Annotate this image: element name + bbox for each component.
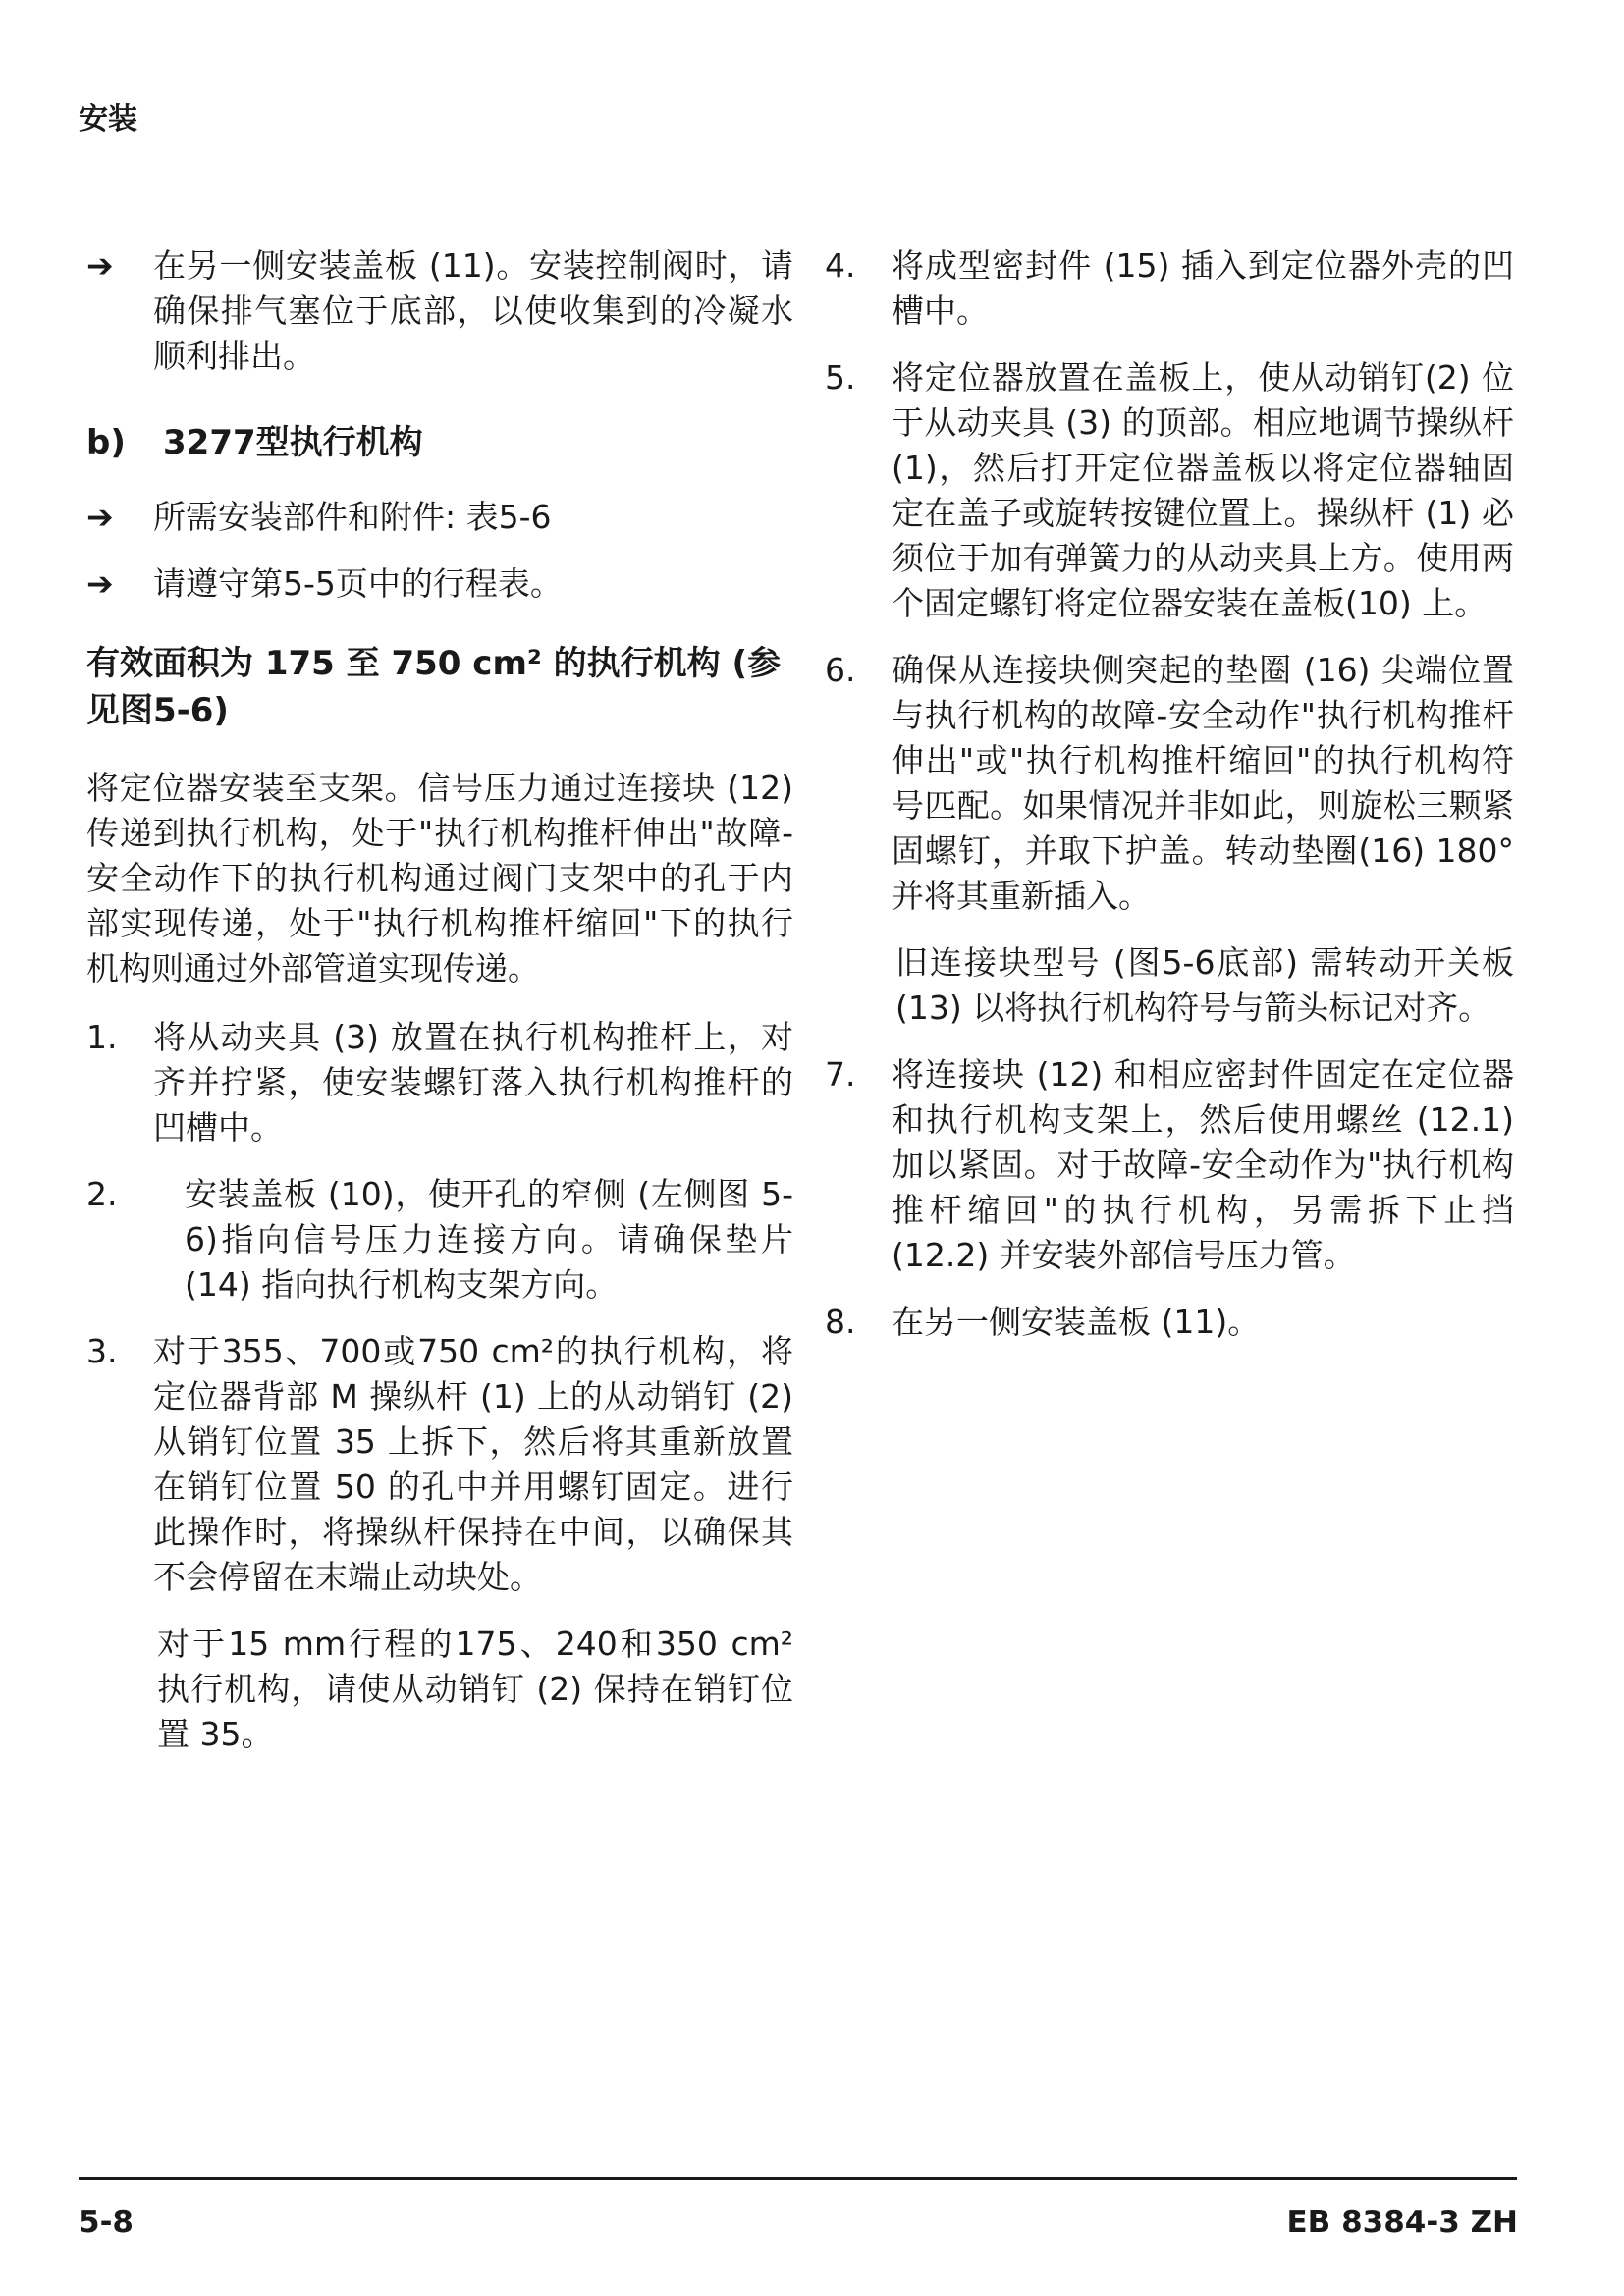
step-item: [86, 1172, 793, 1308]
left-column: [86, 243, 793, 1779]
instruction-bullet: [86, 495, 793, 540]
step-text: 将定位器放置在盖板上，使从动销钉(2) 位于从动夹具 (3) 的顶部。相应地调节操纵杆 (1)，然后打开定位器盖板以将定位器轴固定在盖子或旋转按键位置上。操纵杆 (1) 必须位于加有弹簧力的从动夹具上方。使用两个固定螺钉将定位器安装在盖板(10) 上。: [892, 358, 1514, 622]
step-item: [825, 648, 1514, 919]
document-id: EB 8384-3 ZH: [1286, 2205, 1518, 2240]
step-note: 旧连接块型号 (图5-6底部) 需转动开关板 (13) 以将执行机构符号与箭头标记对齐。: [895, 943, 1514, 1027]
step-item: [86, 1329, 793, 1600]
step-item: [825, 1052, 1514, 1278]
step-number: 5.: [825, 358, 856, 397]
step-note: 对于15 mm行程的175、240和350 cm² 执行机构，请使从动销钉 (2) 保持在销钉位置 35。: [157, 1625, 793, 1753]
step-text: 对于355、700或750 cm²的执行机构，将定位器背部 M 操纵杆 (1) 上的从动销钉 (2) 从销钉位置 35 上拆下，然后将其重新放置在销钉位置 50 的孔中并用螺钉固定。进行此操作时，将操纵杆保持在中间，以确保其不会停留在末端止动块处。: [153, 1332, 793, 1596]
step-item: [825, 355, 1514, 626]
instruction-bullet: [86, 561, 793, 607]
step-text: 安装盖板 (10)，使开孔的窄侧 (左侧图 5-6)指向信号压力连接方向。请确保垫片 (14) 指向执行机构支架方向。: [185, 1175, 793, 1304]
subsection-title: 3277型执行机构: [163, 423, 423, 462]
step-number: 7.: [825, 1055, 856, 1094]
step-text: 确保从连接块侧突起的垫圈 (16) 尖端位置与执行机构的故障-安全动作"执行机构推杆伸出"或"执行机构推杆缩回"的执行机构符号匹配。如果情况并非如此，则旋松三颗紧固螺钉，并取下护盖。转动垫圈(16) 180°并将其重新插入。: [892, 651, 1514, 915]
step-text: 将连接块 (12) 和相应密封件固定在定位器和执行机构支架上，然后使用螺丝 (12.1) 加以紧固。对于故障-安全动作为"执行机构推杆缩回"的执行机构，另需拆下止挡 (12.2) 并安装外部信号压力管。: [892, 1055, 1514, 1274]
bullet-text: 在另一侧安装盖板 (11)。安装控制阀时，请确保排气塞位于底部，以使收集到的冷凝水顺利排出。: [153, 246, 793, 375]
arrow-icon: ➔: [86, 564, 114, 603]
step-item: [825, 1300, 1514, 1345]
step-text: 将从动夹具 (3) 放置在执行机构推杆上，对齐并拧紧，使安装螺钉落入执行机构推杆的凹槽中。: [153, 1018, 793, 1147]
bullet-text: 请遵守第5-5页中的行程表。: [153, 564, 563, 603]
step-item: [86, 1015, 793, 1150]
step-number: 6.: [825, 651, 856, 689]
footer-divider: [79, 2177, 1517, 2180]
step-item: [825, 243, 1514, 334]
instruction-bullet: [86, 243, 793, 379]
step-number: 1.: [86, 1018, 118, 1056]
step-number: 2.: [86, 1175, 118, 1213]
subsection-heading: [86, 420, 793, 465]
arrow-icon: ➔: [86, 246, 114, 285]
step-number: 8.: [825, 1303, 856, 1341]
body-paragraph: 将定位器安装至支架。信号压力通过连接块 (12) 传递到执行机构，处于"执行机构推杆伸出"故障-安全动作下的执行机构通过阀门支架中的孔于内部实现传递，处于"执行机构推杆缩回"下的执行机构则通过外部管道实现传递。: [86, 769, 793, 988]
step-number: 4.: [825, 246, 856, 285]
actuator-heading: 有效面积为 175 至 750 cm² 的执行机构 (参见图5-6): [86, 644, 781, 730]
step-text: 将成型密封件 (15) 插入到定位器外壳的凹槽中。: [892, 246, 1514, 330]
section-header: 安装: [79, 102, 137, 136]
bullet-text: 所需安装部件和附件: 表5-6: [153, 498, 552, 536]
subsection-label: b): [86, 423, 126, 462]
page-number: 5-8: [79, 2205, 135, 2240]
arrow-icon: ➔: [86, 498, 114, 536]
step-text: 在另一侧安装盖板 (11)。: [892, 1303, 1261, 1341]
step-number: 3.: [86, 1332, 118, 1370]
right-column: [825, 243, 1514, 1366]
